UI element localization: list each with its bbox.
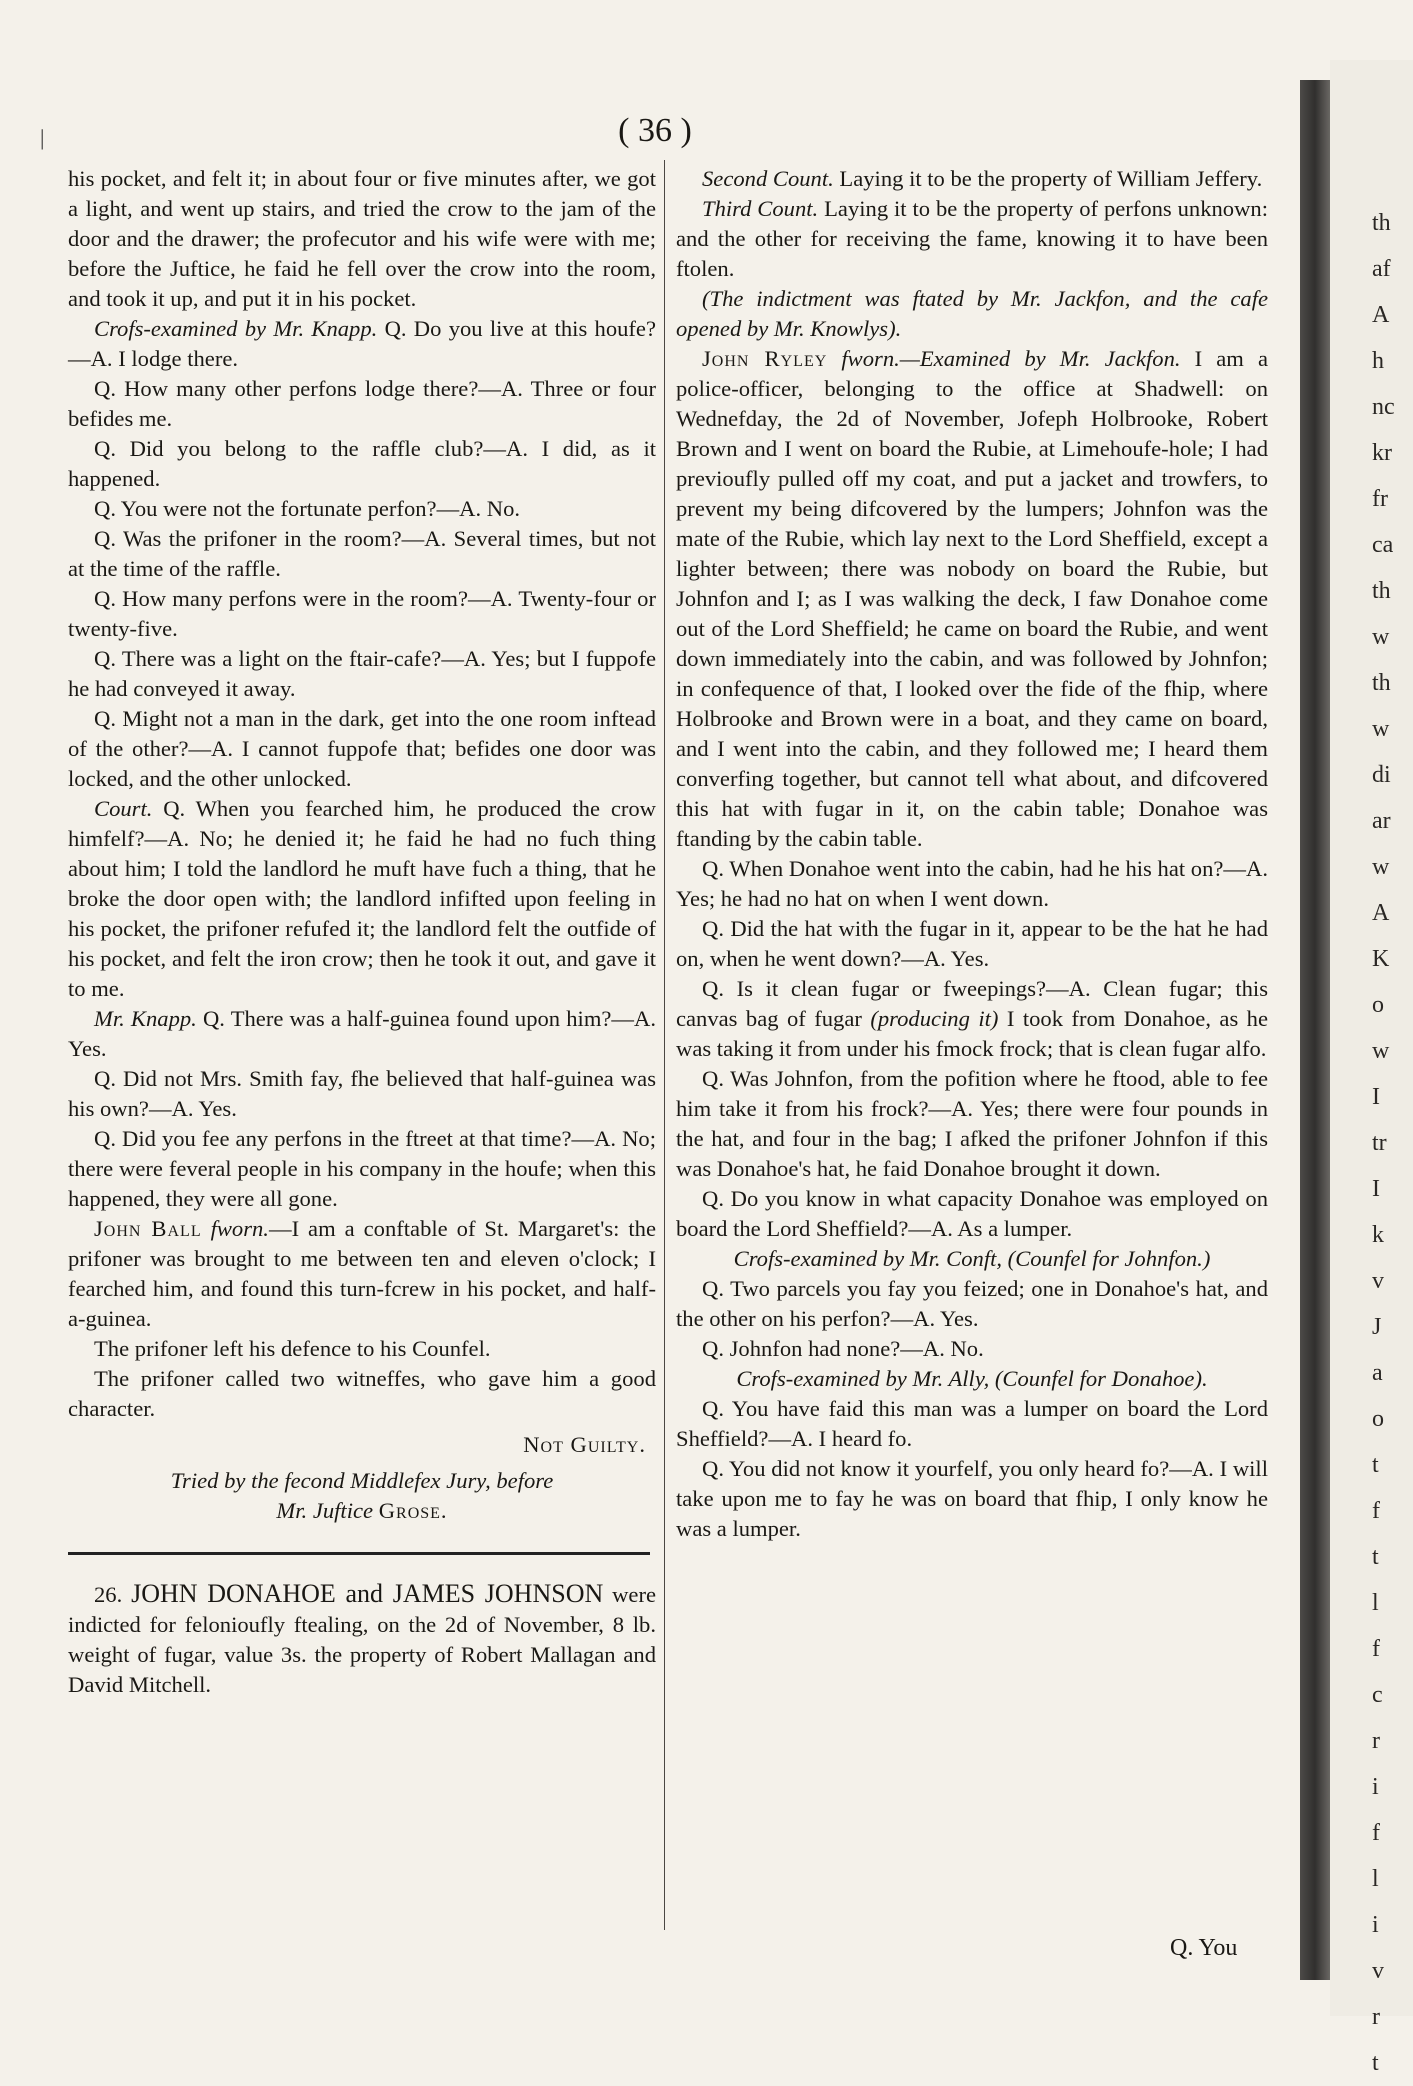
paragraph: The prifoner left his defence to his Counfel. bbox=[94, 1336, 491, 1361]
stage-direction: (producing it) bbox=[870, 1006, 999, 1031]
fragment-text: c bbox=[1372, 1682, 1383, 1708]
facing-page-fragment bbox=[1372, 200, 1412, 2076]
fragment-text: I bbox=[1372, 1084, 1380, 1110]
fragment-text: th bbox=[1372, 670, 1391, 696]
sworn-label: fworn.—Examined by Mr. Jackfon. bbox=[841, 346, 1181, 371]
paragraph: Q. Did you belong to the raffle club?—A. I did, as it happened. bbox=[68, 436, 656, 491]
fragment-text: f bbox=[1372, 1498, 1380, 1524]
fragment-text: o bbox=[1372, 992, 1384, 1018]
qa-text: Q. Is it clean fugar or fweepings?—A. Clean fugar; this canvas bag of fugar bbox=[676, 976, 1268, 1031]
paragraph: The prifoner called two witneffes, who gave him a good character. bbox=[68, 1366, 656, 1421]
section-rule bbox=[68, 1552, 650, 1555]
fragment-text: v bbox=[1372, 1268, 1384, 1294]
paragraph: Q. Johnfon had none?—A. No. bbox=[702, 1336, 984, 1361]
indictment-text: were indicted for felonioufly ftealing, on the 2d of November, 8 lb. weight of fugar, value 3s. the property of Robert Mallagan and David Mitchell. bbox=[68, 1582, 656, 1697]
page-binding-shadow bbox=[1300, 80, 1330, 1980]
fragment-text: di bbox=[1372, 762, 1391, 788]
left-column bbox=[68, 164, 656, 1700]
paragraph: Q. When Donahoe went into the cabin, had he his hat on?—A. Yes; he had no hat on when I went down. bbox=[676, 856, 1268, 911]
verdict bbox=[68, 1430, 656, 1460]
witness-name: John Ball bbox=[94, 1216, 202, 1241]
fragment-text: J bbox=[1372, 1314, 1382, 1340]
fragment-text: r bbox=[1372, 2004, 1380, 2030]
cross-exam-heading: Crofs-examined by Mr. Ally, (Counfel for Donahoe). bbox=[736, 1366, 1208, 1391]
paragraph: Q. Did the hat with the fugar in it, appear to be the hat he had on, when he went down?—A. Yes. bbox=[676, 916, 1268, 971]
paragraph bbox=[68, 1214, 656, 1334]
tried-line-2 bbox=[68, 1496, 656, 1526]
fragment-text: w bbox=[1372, 854, 1390, 880]
paragraph: Q. Did not Mrs. Smith fay, fhe believed that half-guinea was his own?—A. Yes. bbox=[68, 1066, 656, 1121]
paragraph: Q. Did you fee any perfons in the ftreet at that time?—A. No; there were feveral people in his company in the houfe; when this happened, they were all gone. bbox=[68, 1126, 656, 1211]
paragraph: Q. You were not the fortunate perfon?—A. No. bbox=[94, 496, 521, 521]
judge-title: Mr. Juftice bbox=[276, 1498, 374, 1523]
fragment-text: h bbox=[1372, 348, 1384, 374]
paragraph bbox=[676, 194, 1268, 284]
count-text: Laying it to be the property of William Jeffery. bbox=[833, 166, 1263, 191]
paragraph: Q. You did not know it yourfelf, you only heard fo?—A. I will take upon me to fay he was on board that fhip, I only know he was a lumper. bbox=[676, 1456, 1268, 1541]
fragment-text: l bbox=[1372, 1866, 1379, 1892]
paragraph: Q. There was a light on the ftair-cafe?—A. Yes; but I fuppofe he had conveyed it away. bbox=[68, 646, 656, 701]
fragment-text: w bbox=[1372, 624, 1390, 650]
examiner-label: Court. bbox=[94, 796, 153, 821]
fragment-text: w bbox=[1372, 1038, 1390, 1064]
fragment-text: f bbox=[1372, 1636, 1380, 1662]
fragment-text: ar bbox=[1372, 808, 1391, 834]
testimony-text: —I am a conftable of St. Margaret's: the prifoner was brought to me between ten and eleven o'clock; I fearched him, and found this turn-fcrew in his pocket, and half-a-guinea. bbox=[68, 1216, 656, 1331]
fragment-text: ca bbox=[1372, 532, 1394, 558]
paragraph bbox=[68, 794, 656, 1004]
fragment-text: th bbox=[1372, 578, 1391, 604]
fragment-text: w bbox=[1372, 716, 1390, 742]
fragment-text: I bbox=[1372, 1176, 1380, 1202]
fragment-text: k bbox=[1372, 1222, 1384, 1248]
fragment-text: fr bbox=[1372, 486, 1388, 512]
fragment-text: K bbox=[1372, 946, 1390, 972]
examiner-label: Mr. Knapp. bbox=[94, 1006, 197, 1031]
margin-mark: | bbox=[40, 125, 45, 150]
examiner-label: Crofs-examined by Mr. Knapp. bbox=[94, 316, 378, 341]
count-text: Laying it to be the property of perfons unknown: and the other for receiving the fame, knowing it to have been ftolen. bbox=[676, 196, 1268, 281]
fragment-text: a bbox=[1372, 1360, 1383, 1386]
paragraph: Q. Might not a man in the dark, get into the one room inftead of the other?—A. I cannot fuppofe that; befides one door was locked, and the other unlocked. bbox=[68, 706, 656, 791]
column-divider bbox=[664, 160, 665, 1930]
paragraph: Q. Was Johnfon, from the pofition where he ftood, able to fee him take it from his frock?—A. Yes; there were four pounds in the hat, and four in the bag; I afked the prifoner Johnfon if this was Donahoe's hat, he faid Donahoe brought it down. bbox=[676, 1066, 1268, 1181]
fragment-text: l bbox=[1372, 1590, 1379, 1616]
defendant-names: JOHN DONAHOE and JAMES JOHNSON bbox=[131, 1579, 604, 1608]
fragment-text: i bbox=[1372, 1774, 1379, 1800]
witness-name: John Ryley bbox=[702, 346, 828, 371]
verdict-text: Not Guilty. bbox=[523, 1432, 646, 1457]
paragraph: Q. Two parcels you fay you feized; one in Donahoe's hat, and the other on his perfon?—A. Yes. bbox=[676, 1276, 1268, 1331]
paragraph: Q. How many other perfons lodge there?—A. Three or four befides me. bbox=[68, 376, 656, 431]
qa-text: Q. Do you live at this houfe?—A. I lodge there. bbox=[68, 316, 656, 371]
fragment-text: A bbox=[1372, 900, 1390, 926]
paragraph: Q. You have faid this man was a lumper on board the Lord Sheffield?—A. I heard fo. bbox=[676, 1396, 1268, 1451]
paragraph bbox=[676, 974, 1268, 1064]
paragraph: Q. How many perfons were in the room?—A. Twenty-four or twenty-five. bbox=[68, 586, 656, 641]
sworn-label: fworn. bbox=[210, 1216, 269, 1241]
fragment-text: kr bbox=[1372, 440, 1392, 466]
testimony-text: I am a police-officer, belonging to the office at Shadwell: on Wednefday, the 2d of November, Jofeph Holbrooke, Robert Brown and I went on board the Rubie, at Limehoufe-hole; I had previoufly pulled off my coat, and put a jacket and trowfers, to prevent my being difcovered by the lumpers; Johnfon was the mate of the Rubie, which lay next to the Lord Sheffield, except a lighter between; there was nobody on board the Rubie, but Johnfon and I; as I was walking the deck, I faw Donahoe come out of the Lord Sheffield; he came on board the Rubie, and went down immediately into the cabin, and was followed by Johnfon; in confequence of that, I looked over the fide of the fhip, where Holbrooke and Brown were in a boat, and they came on board, and I went into the cabin, and they followed me; I heard them converfing together, but cannot tell what about, and difcovered this hat with fugar in it, on the cabin table; Donahoe was ftanding by the cabin table. bbox=[676, 346, 1268, 851]
tried-line-1: Tried by the fecond Middlefex Jury, before bbox=[170, 1468, 554, 1493]
fragment-text: t bbox=[1372, 1544, 1379, 1570]
paragraph bbox=[676, 344, 1268, 854]
indictment-note: (The indictment was ftated by Mr. Jackfon, and the cafe opened by Mr. Knowlys). bbox=[676, 286, 1268, 341]
paragraph: his pocket, and felt it; in about four or five minutes after, we got a light, and went up stairs, and tried the crow to the jam of the door and the drawer; the profecutor and his wife were with me; before the Juftice, he faid he fell over the crow into the room, and took it up, and put it in his pocket. bbox=[68, 166, 656, 311]
case-heading bbox=[68, 1579, 656, 1700]
paragraph: Q. Was the prifoner in the room?—A. Several times, but not at the time of the raffle. bbox=[68, 526, 656, 581]
fragment-text: th bbox=[1372, 210, 1391, 236]
paragraph bbox=[68, 1004, 656, 1064]
qa-text: Q. There was a half-guinea found upon him?—A. Yes. bbox=[68, 1006, 656, 1061]
fragment-text: t bbox=[1372, 2050, 1379, 2076]
qa-text: I took from Donahoe, as he was taking it from under his fmock frock; that is clean fugar alfo. bbox=[676, 1006, 1268, 1061]
fragment-text: t bbox=[1372, 1452, 1379, 1478]
catchword: Q. You bbox=[1170, 1935, 1238, 1961]
fragment-text: af bbox=[1372, 256, 1391, 282]
paragraph bbox=[676, 164, 1268, 194]
right-column bbox=[676, 164, 1268, 1544]
count-label: Second Count. bbox=[702, 166, 834, 191]
count-label: Third Count. bbox=[702, 196, 819, 221]
paragraph: Q. Do you know in what capacity Donahoe was employed on board the Lord Sheffield?—A. As a lumper. bbox=[676, 1186, 1268, 1241]
fragment-text: nc bbox=[1372, 394, 1395, 420]
qa-text: Q. When you fearched him, he produced the crow himfelf?—A. No; he denied it; he faid he had no fuch thing about him; I told the landlord he muft have fuch a thing, that he broke the door open with; the landlord infifted upon feeling in his pocket, the prifoner refufed it; the landlord felt the outfide of his pocket, and felt the iron crow; then he took it out, and gave it to me. bbox=[68, 796, 656, 1001]
paragraph bbox=[676, 284, 1268, 344]
fragment-text: o bbox=[1372, 1406, 1384, 1432]
page-number: ( 36 ) bbox=[618, 112, 692, 149]
fragment-text: tr bbox=[1372, 1130, 1387, 1156]
paragraph bbox=[68, 314, 656, 374]
case-number: 26. bbox=[94, 1582, 132, 1607]
fragment-text: v bbox=[1372, 1958, 1384, 1984]
judge-name: Grose. bbox=[378, 1498, 448, 1523]
fragment-text: A bbox=[1372, 302, 1390, 328]
cross-exam-heading: Crofs-examined by Mr. Conft, (Counfel for Johnfon.) bbox=[733, 1246, 1211, 1271]
fragment-text: f bbox=[1372, 1820, 1380, 1846]
fragment-text: r bbox=[1372, 1728, 1380, 1754]
fragment-text: i bbox=[1372, 1912, 1379, 1938]
